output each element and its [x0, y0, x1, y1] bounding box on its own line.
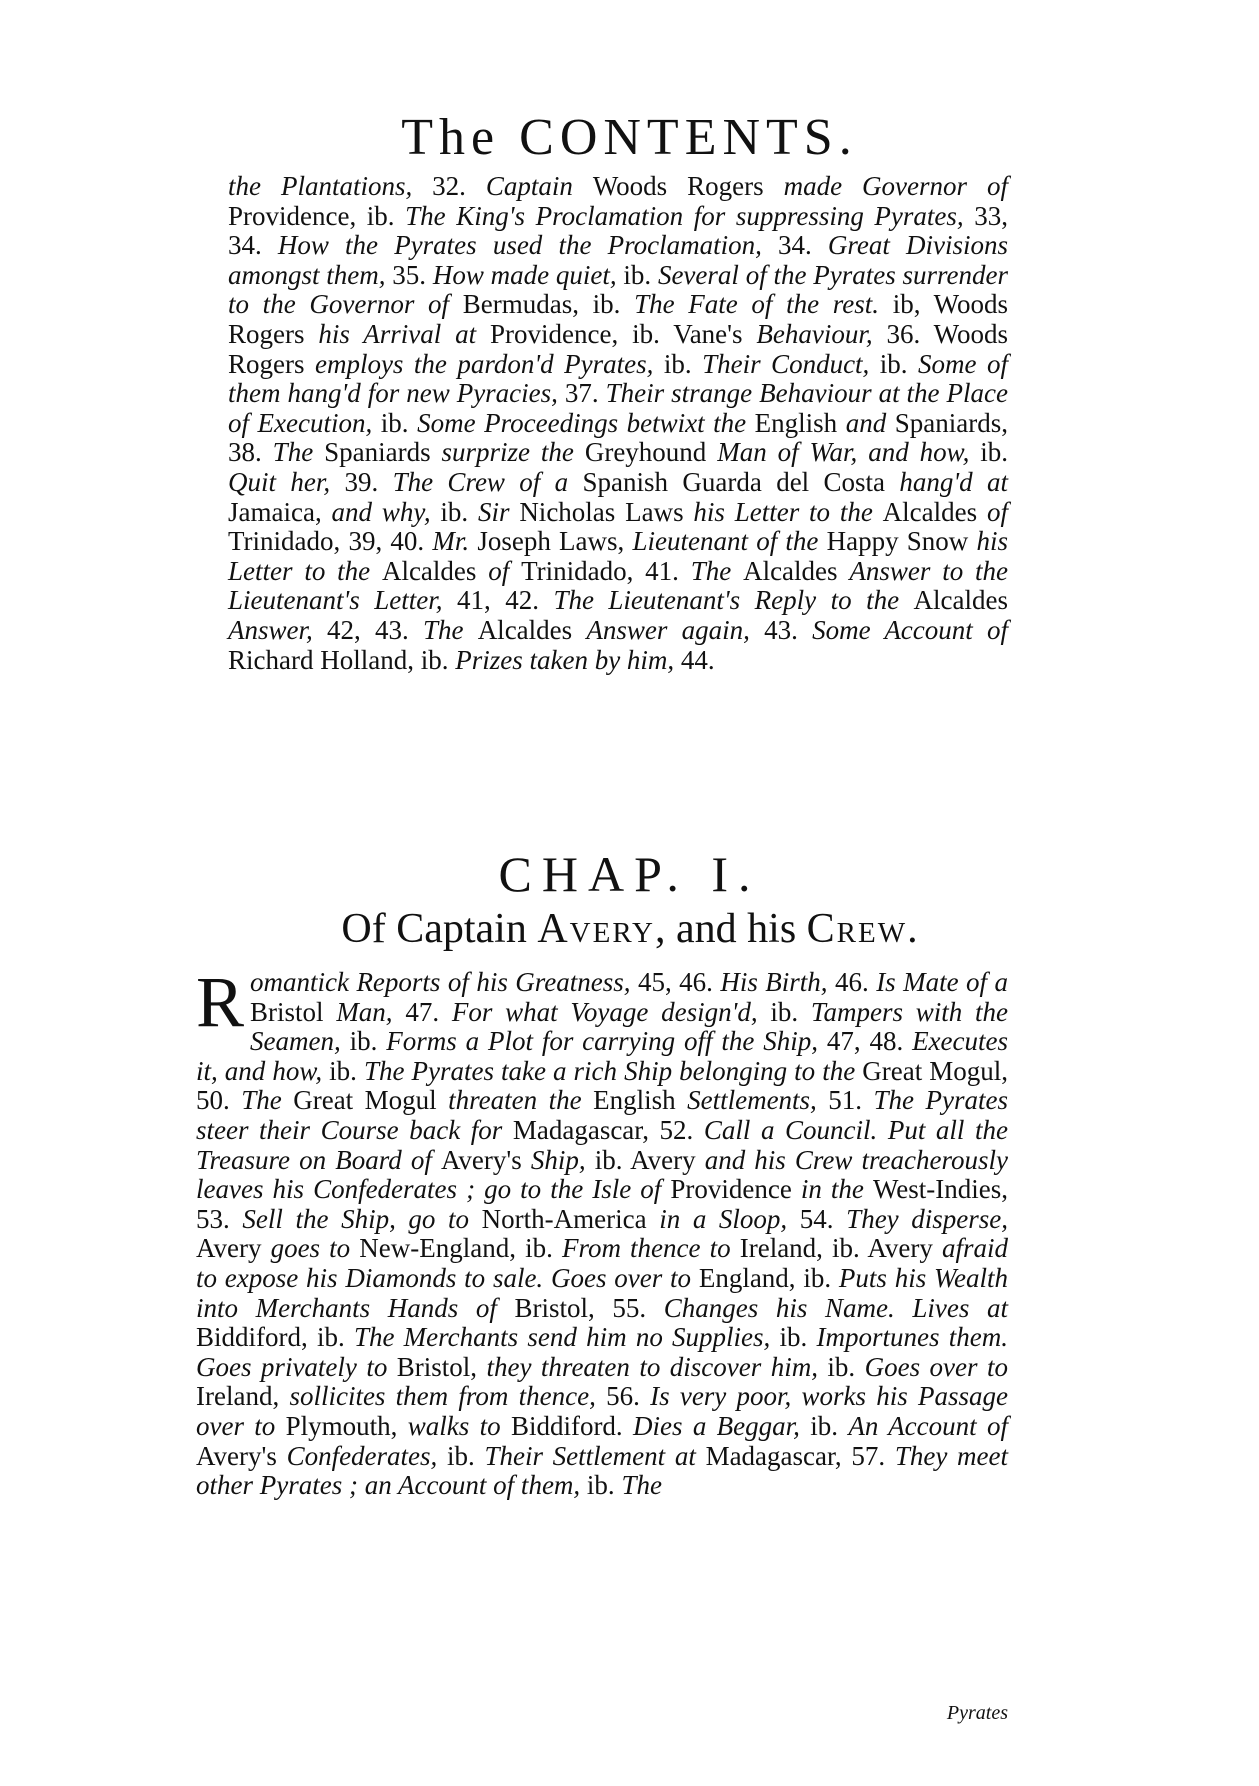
text-run: New-England, ib. [359, 1233, 562, 1264]
text-run: Some Account of [812, 614, 1009, 645]
text-run: Ireland, [196, 1381, 290, 1412]
text-run: walks to [407, 1410, 511, 1441]
text-run: Changes his Name. Lives at [663, 1292, 1008, 1323]
text-run: of [488, 555, 522, 586]
drop-cap: R [196, 962, 245, 1042]
text-run: Avery's [196, 1440, 287, 1471]
text-run: Sir [477, 496, 520, 527]
text-run: ib. [757, 996, 811, 1027]
text-run: They disperse, [846, 1203, 1009, 1234]
text-run: Their Conduct, [702, 348, 870, 379]
text-run: Alcaldes [477, 614, 587, 645]
catchword: Pyrates [946, 1702, 1008, 1724]
text-run: ib. [322, 1055, 364, 1086]
text-run: ib. [372, 407, 418, 438]
text-run: his Arrival at [318, 318, 490, 349]
text-run: 33, 34. [228, 200, 1008, 261]
text-run: Executes it, and how, [196, 1026, 1008, 1086]
text-run: and his Crew treacherously leaves his Confederates ; go to the Isle of [196, 1144, 1008, 1205]
text-run: Forms a Plot for carrying off the Ship, [386, 1026, 818, 1057]
text-run: The King's Proclamation for suppressing Pyrates, [405, 200, 964, 231]
text-run: Great Mogul [293, 1085, 449, 1116]
text-run: 34. [761, 230, 828, 261]
text-run: Alcaldes [381, 555, 489, 586]
text-run: Answer to the Lieutenant's Letter, [228, 555, 1009, 616]
text-run: Greyhound [584, 437, 718, 468]
text-run: ib. [817, 1351, 865, 1382]
text-run: ib. [616, 259, 658, 290]
text-run: Dies a Beggar, [633, 1410, 800, 1441]
text-run: Settlements, [687, 1085, 817, 1116]
text-run: and why, [331, 496, 431, 527]
text-run: How the Pyrates used the Proclamation, [277, 230, 762, 261]
text-run: An Account of [848, 1410, 1008, 1441]
text-run: Some of them hang'd for new Pyracies, [228, 348, 1008, 409]
text-run: They meet other Pyrates ; an Account of them, [196, 1440, 1008, 1501]
text-run: 46. [827, 967, 877, 997]
text-run: 47, 48. [817, 1026, 913, 1057]
text-run: Joseph Laws, [477, 526, 633, 557]
text-run: English [593, 1085, 688, 1116]
text-run: 47. [392, 996, 452, 1027]
text-run: afraid to expose his Diamonds to sale. Goes over to [196, 1233, 1008, 1293]
text-run: 32. [412, 171, 486, 201]
text-run: Providence, ib. Vane's [489, 318, 757, 349]
text-run: 51. [816, 1085, 874, 1116]
text-run: Nicholas Laws [519, 496, 694, 527]
text-run: 42, 43. [312, 614, 423, 645]
text-run: Plymouth, [285, 1410, 408, 1441]
text-run: ib. [869, 348, 919, 379]
chapter-title-end: . [907, 906, 918, 952]
text-run: For what Voyage design'd, [451, 996, 758, 1027]
text-run: Providence [670, 1174, 801, 1205]
text-run: Trinidado, 41. [521, 555, 691, 586]
text-run: Tampers with the Seamen, [250, 996, 1008, 1057]
text-run: Woods Rogers [592, 171, 784, 201]
text-run: Bristol, 55. [514, 1292, 664, 1323]
text-run: his Letter to the [228, 526, 1009, 586]
text-run: England, ib. [698, 1262, 839, 1293]
running-head: The CONTENTS. [401, 109, 858, 166]
text-run: surprize the [441, 437, 585, 468]
text-run: Ship, [530, 1144, 586, 1175]
text-run: Spaniards [324, 437, 442, 468]
text-run: The Pyrates take a rich Ship belonging to the [363, 1055, 863, 1086]
text-run: Alcaldes [913, 585, 1009, 616]
text-run: Behaviour, [756, 318, 873, 349]
text-run: 36. Woods Rogers [228, 318, 1008, 379]
text-run: Bristol [250, 996, 337, 1027]
text-run: ib. [770, 1322, 817, 1353]
text-run: ib. [653, 348, 703, 379]
text-run: Happy Snow [826, 526, 977, 557]
text-run: English [754, 407, 846, 438]
text-run: How made quiet, [432, 259, 617, 290]
text-run: his Letter to the [693, 496, 883, 527]
text-run: Alcaldes [743, 555, 850, 586]
text-run: Providence, ib. [228, 200, 406, 231]
text-run: Trinidado, 39, 40. [228, 526, 433, 557]
text-run: The [272, 437, 325, 468]
text-run: ib, Woods Rogers [228, 289, 1008, 349]
text-run: ib. [969, 437, 1009, 468]
text-run: ib. [580, 1470, 622, 1501]
text-run: Puts his Wealth into Merchants Hands of [196, 1262, 1009, 1323]
text-run: Confederates, [286, 1440, 438, 1471]
text-run: Spanish Guarda del Costa [582, 466, 900, 497]
text-run: His Birth, [720, 967, 828, 997]
chapter-title [0, 905, 1259, 953]
chapter-title-mid: , and his [655, 906, 807, 952]
text-run: sollicites them from thence, [289, 1381, 596, 1412]
text-run: and [845, 407, 895, 438]
text-run: Call a Council. Put all the Treasure on Board of [196, 1114, 1008, 1175]
chapter-title-pre: Of Captain [341, 906, 538, 952]
text-run: 54. [787, 1203, 847, 1234]
text-run: Mr. [432, 526, 478, 557]
toc-continued [228, 172, 1008, 675]
text-run: omantick Reports of his Greatness, [250, 967, 631, 997]
text-run: Goes over to [864, 1351, 1008, 1382]
text-run: Quit her, [228, 466, 331, 497]
text-run: 44. [674, 644, 715, 675]
text-run: Sell the Ship, go to [242, 1203, 482, 1234]
text-run: in a Sloop, [659, 1203, 788, 1234]
text-run: ib. [799, 1410, 849, 1441]
text-run: The Lieutenant's Reply to the [553, 585, 914, 616]
text-run: The [241, 1085, 294, 1116]
text-run: Jamaica, [228, 496, 332, 527]
text-run: Is Mate of a [876, 967, 1008, 997]
chapter-title-name: Avery [537, 906, 656, 952]
text-run: goes to [270, 1233, 360, 1264]
text-run: The [621, 1470, 662, 1501]
text-run: 39. [330, 466, 393, 497]
chapter-summary [196, 962, 1009, 1501]
text-run: Ireland, ib. Avery [739, 1233, 942, 1264]
text-run: Answer again, [586, 614, 750, 645]
text-run: Great Divisions amongst them, [228, 230, 1009, 290]
text-run: the Plantations, [228, 171, 413, 201]
text-run: North-America [481, 1203, 660, 1234]
chapter-summary-text [196, 962, 1009, 1501]
text-run: Answer, [228, 614, 313, 645]
text-run: threaten the [448, 1085, 594, 1116]
text-run: ib. [437, 1440, 485, 1471]
text-run: The Fate of the rest. [634, 289, 880, 320]
text-run: The Crew of a [392, 466, 583, 497]
text-run: Spaniards, 38. [228, 407, 1008, 468]
text-run: 43. [749, 614, 813, 645]
text-run: The Pyrates steer their Course back for [196, 1085, 1008, 1145]
text-run: employs the pardon'd Pyrates, [314, 348, 654, 379]
text-run: ib. Avery [585, 1144, 705, 1175]
text-run: Biddiford, ib. [196, 1322, 354, 1353]
text-run: Madagascar, 52. [512, 1114, 704, 1145]
text-run: West-Indies, 53. [196, 1174, 1008, 1234]
text-run: Richard Holland, ib. [228, 644, 456, 675]
text-run: ib. [430, 496, 478, 527]
text-run: Great Mogul, 50. [196, 1055, 1008, 1116]
text-run: they threaten to discover him, [486, 1351, 818, 1382]
text-run: Biddiford. [510, 1410, 634, 1441]
text-run: Bristol, [396, 1351, 487, 1382]
text-run: From thence to [561, 1233, 740, 1264]
text-run: Avery's [440, 1144, 531, 1175]
text-run: Importunes them. Goes privately to [196, 1322, 1008, 1382]
text-run: Is very poor, works his Passage over to [196, 1381, 1009, 1441]
text-run: 45, 46. [630, 967, 721, 997]
text-run: The Merchants send him no Supplies, [353, 1322, 771, 1353]
text-run: Their Settlement at [484, 1440, 706, 1471]
text-run: Captain [485, 171, 593, 201]
text-run: Man, [336, 996, 393, 1027]
text-run: Alcaldes [882, 496, 987, 527]
text-run: Man of War, and how, [717, 437, 970, 468]
text-run: hang'd at [899, 466, 1009, 497]
text-run: Madagascar, 57. [705, 1440, 895, 1471]
text-run: 35. [385, 259, 433, 290]
text-run: Some Proceedings betwixt the [417, 407, 755, 438]
text-run: Avery [196, 1233, 271, 1264]
text-run: 56. [595, 1381, 651, 1412]
text-run: Lieutenant of the [632, 526, 827, 557]
text-run: made Governor of [783, 171, 1008, 201]
text-run: Several of the Pyrates surrender to the Governor of [228, 259, 1008, 320]
text-run: Their strange Behaviour at the Place of Execution, [228, 378, 1008, 438]
text-run: The [422, 614, 478, 645]
text-run: of [986, 496, 1008, 527]
chapter-title-crew: Crew [806, 906, 908, 952]
text-run: Prizes taken by him, [455, 644, 675, 675]
text-run: Bermudas, ib. [462, 289, 635, 320]
text-run: 37. [557, 378, 606, 409]
text-run: 41, 42. [442, 585, 554, 616]
text-run: The [690, 555, 744, 586]
text-run: in the [800, 1174, 873, 1205]
chapter-number: CHAP. I. [498, 846, 761, 902]
text-run: ib. [340, 1026, 387, 1057]
